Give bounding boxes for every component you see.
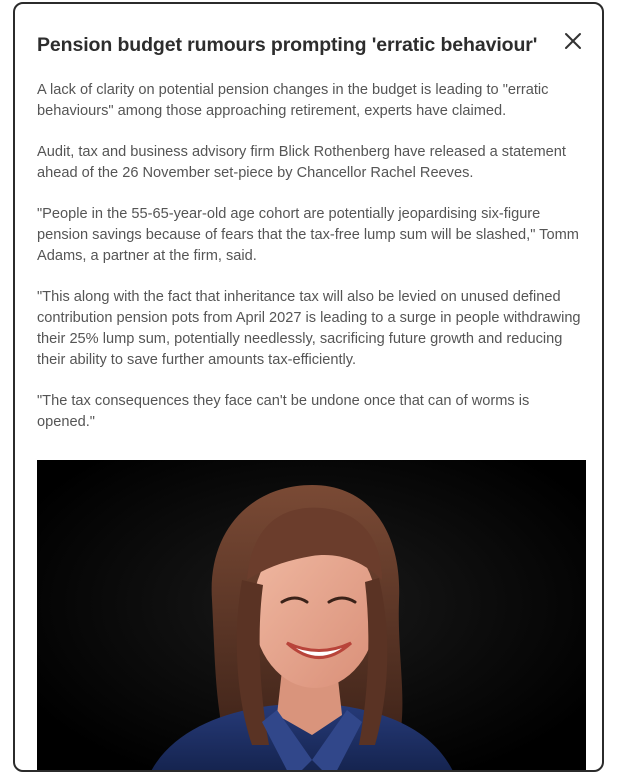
portrait-illustration <box>37 460 586 772</box>
article-modal <box>13 2 604 772</box>
article-title: Pension budget rumours prompting 'erratic behaviour' <box>37 34 538 56</box>
article-photo <box>37 460 586 772</box>
paragraph-statement: Audit, tax and business advisory firm Blick Rothenberg have released a statement ahead of the 26 November set-piece by Chancellor Rachel Reeves. <box>37 144 566 181</box>
paragraph-intro: A lack of clarity on potential pension changes in the budget is leading to "erratic behaviours" among those approaching retirement, experts have claimed. <box>37 82 549 119</box>
close-icon <box>563 31 583 51</box>
paragraph-quote-3: "The tax consequences they face can't be undone once that can of worms is opened." <box>37 393 530 430</box>
paragraph-quote-2: "This along with the fact that inheritance tax will also be levied on unused defined contribution pension pots from April 2027 is leading to a surge in people withdrawing their 25% lump sum, potentially needlessly, sacrificing future growth and reducing their ability to save further amounts tax-efficiently. <box>37 289 581 368</box>
paragraph-quote-1: "People in the 55-65-year-old age cohort are potentially jeopardising six-figure pension savings because of fears that the tax-free lump sum will be slashed," Tomm Adams, a partner at the firm, said. <box>37 206 579 264</box>
article-body <box>37 80 587 453</box>
close-button[interactable] <box>563 31 583 51</box>
